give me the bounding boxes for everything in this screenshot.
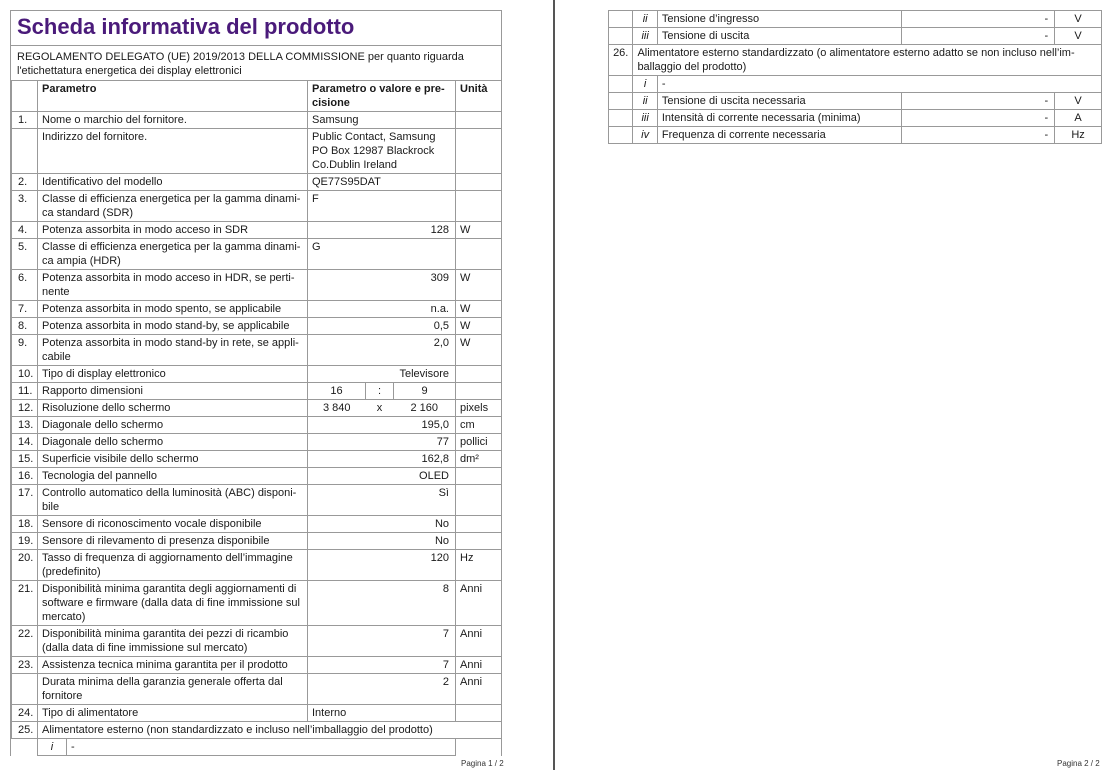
table-row: Indirizzo del fornitore. Public Contact, Samsung PO Box 12987 Blackrock Co.Dublin Ireland [12, 129, 502, 174]
table-row: 26. Alimentatore esterno standardizzato (o alimentatore esterno adatto se non incluso nell’im-ballaggio del prodotto) [609, 45, 1102, 76]
table-row: ii Tensione d’ingresso - V [609, 11, 1102, 28]
regulation-subtitle: REGOLAMENTO DELEGATO (UE) 2019/2013 DELLA COMMISSIONE per quanto riguarda l'etichettatura energetica dei display elettronici [17, 51, 464, 77]
table-row: 5. Classe di efficienza energetica per la gamma dinami-ca ampia (HDR) G [12, 239, 502, 270]
page-number: Pagina 2 / 2 [1057, 759, 1100, 768]
product-table-continued [608, 10, 1102, 144]
table-row: 23. Assistenza tecnica minima garantita per il prodotto 7 Anni [12, 657, 502, 674]
table-row: 15. Superficie visibile dello schermo 162,8 dm² [12, 451, 502, 468]
table-row: iv Frequenza di corrente necessaria - Hz [609, 127, 1102, 144]
table-row: 7. Potenza assorbita in modo spento, se applicabile n.a. W [12, 301, 502, 318]
page-divider [553, 0, 555, 770]
table-row: 21. Disponibilità minima garantita degli aggiornamenti di software e firmware (dalla data di fine immissione sul mercato) 8 Anni [12, 581, 502, 626]
table-row: Durata minima della garanzia generale offerta dal fornitore 2 Anni [12, 674, 502, 705]
product-table [11, 80, 502, 756]
table-row: i - [609, 76, 1102, 93]
table-row: 17. Controllo automatico della luminosità (ABC) disponi-bile Sì [12, 485, 502, 516]
table-row: 6. Potenza assorbita in modo acceso in HDR, se perti-nente 309 W [12, 270, 502, 301]
table-row: 18. Sensore di riconoscimento vocale disponibile No [12, 516, 502, 533]
page-number: Pagina 1 / 2 [461, 759, 504, 768]
page-2 [556, 0, 1103, 770]
table-row: 16. Tecnologia del pannello OLED [12, 468, 502, 485]
table-row: 10. Tipo di display elettronico Televisore [12, 366, 502, 383]
table-row: 8. Potenza assorbita in modo stand-by, se applicabile 0,5 W [12, 318, 502, 335]
table-row: 22. Disponibilità minima garantita dei pezzi di ricambio (dalla data di fine immissione sul mercato) 7 Anni [12, 626, 502, 657]
table-row: 24. Tipo di alimentatore Interno [12, 705, 502, 722]
product-sheet [10, 10, 502, 756]
header-param: Parametro [38, 81, 308, 112]
table-row: 14. Diagonale dello schermo 77 pollici [12, 434, 502, 451]
table-row: iii Intensità di corrente necessaria (minima) - A [609, 110, 1102, 127]
table-row: 20. Tasso di frequenza di aggiornamento dell’immagine (predefinito) 120 Hz [12, 550, 502, 581]
table-row: 4. Potenza assorbita in modo acceso in SDR 128 W [12, 222, 502, 239]
header-value: Parametro o valore e pre-cisione [308, 81, 456, 112]
table-row: i - [12, 739, 502, 756]
table-row: 11. Rapporto dimensioni 16 : 9 [12, 383, 502, 400]
table-row: 3. Classe di efficienza energetica per la gamma dinami-ca standard (SDR) F [12, 191, 502, 222]
table-row: 13. Diagonale dello schermo 195,0 cm [12, 417, 502, 434]
table-row: iii Tensione di uscita - V [609, 28, 1102, 45]
table-row: 12. Risoluzione dello schermo 3 840 x 2 160 pixels [12, 400, 502, 417]
table-row: 25. Alimentatore esterno (non standardizzato e incluso nell’imballaggio del prodotto) [12, 722, 502, 739]
table-row: ii Tensione di uscita necessaria - V [609, 93, 1102, 110]
table-row: 1. Nome o marchio del fornitore. Samsung [12, 112, 502, 129]
table-row: 19. Sensore di rilevamento di presenza disponibile No [12, 533, 502, 550]
header-unit: Unità [456, 81, 502, 112]
table-row: 2. Identificativo del modello QE77S95DAT [12, 174, 502, 191]
table-row: 9. Potenza assorbita in modo stand-by in rete, se appli-cabile 2,0 W [12, 335, 502, 366]
page-title: Scheda informativa del prodotto [11, 11, 501, 46]
table-header [12, 81, 502, 112]
